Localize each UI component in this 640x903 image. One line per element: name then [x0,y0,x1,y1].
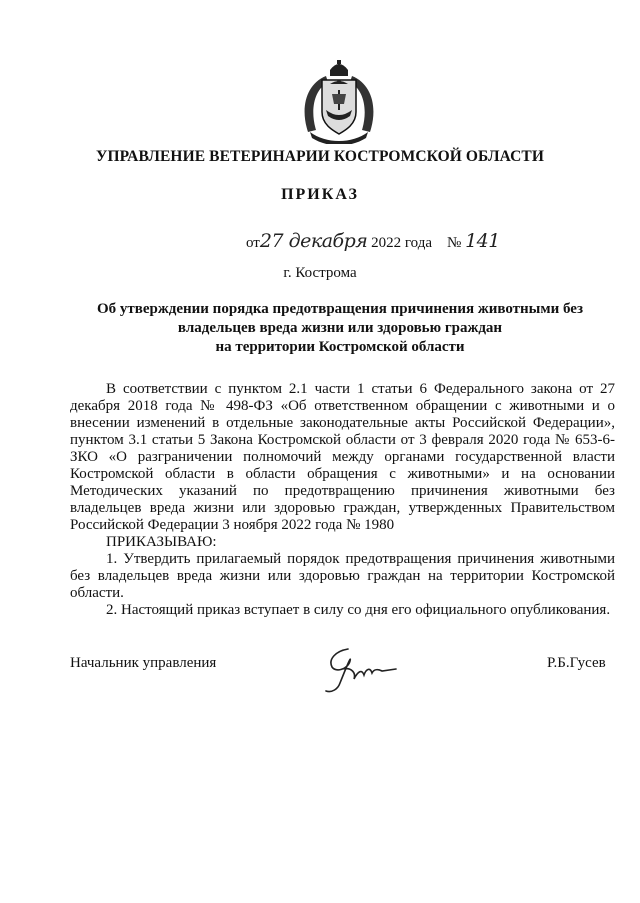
organization-title: УПРАВЛЕНИЕ ВЕТЕРИНАРИИ КОСТРОМСКОЙ ОБЛАСТИ [95,148,545,165]
preamble-paragraph: В соответствии с пунктом 2.1 части 1 статьи 6 Федерального закона от 27 декабря 2018 года № 498-ФЗ «Об ответственном обращении с животными и о внесении изменений в отдельные законодательные акты Российской Федерации», пунктом 3.1 статьи 5 Закона Костромской области от 3 февраля 2020 года № 653-6-ЗКО «О разграничении полномочий между органами государственной власти Костромской области в области обращения с животными» и на основании Методических указаний по предотвращению причинения животными без владельцев вреда жизни или здоровью граждан, утвержденных Правительством Российской Федерации 3 ноября 2022 года № 1980 [70,381,615,533]
subject-line-2: владельцев вреда жизни или здоровью граждан [177,320,503,336]
coat-of-arms-emblem [296,60,382,144]
date-prefix: от [246,235,260,251]
order-directive: ПРИКАЗЫВАЮ: [106,534,217,550]
order-subject [60,300,620,357]
handwritten-date: 27 декабря [259,230,368,252]
order-dateline [246,230,500,252]
handwritten-signature [318,643,400,695]
order-item-2: 2. Настоящий приказ вступает в силу со дня его официального опубликования. [106,602,611,618]
order-item-1: 1. Утвердить прилагаемый порядок предотвращения причинения животными без владельцев вреда жизни или здоровью граждан на территории Костромской области. [70,551,615,601]
signer-position: Начальник управления [70,655,217,671]
number-sign: № [447,235,462,251]
document-type-title: ПРИКАЗ [281,186,359,203]
handwritten-order-number: 141 [465,230,500,252]
order-body [70,381,615,619]
date-year: 2022 года [371,235,433,251]
subject-line-1: Об утверждении порядка предотвращения причинения животными без [97,301,583,317]
city-line: г. Кострома [283,265,357,281]
signer-name: Р.Б.Гусев [547,655,606,671]
subject-line-3: на территории Костромской области [215,339,465,355]
